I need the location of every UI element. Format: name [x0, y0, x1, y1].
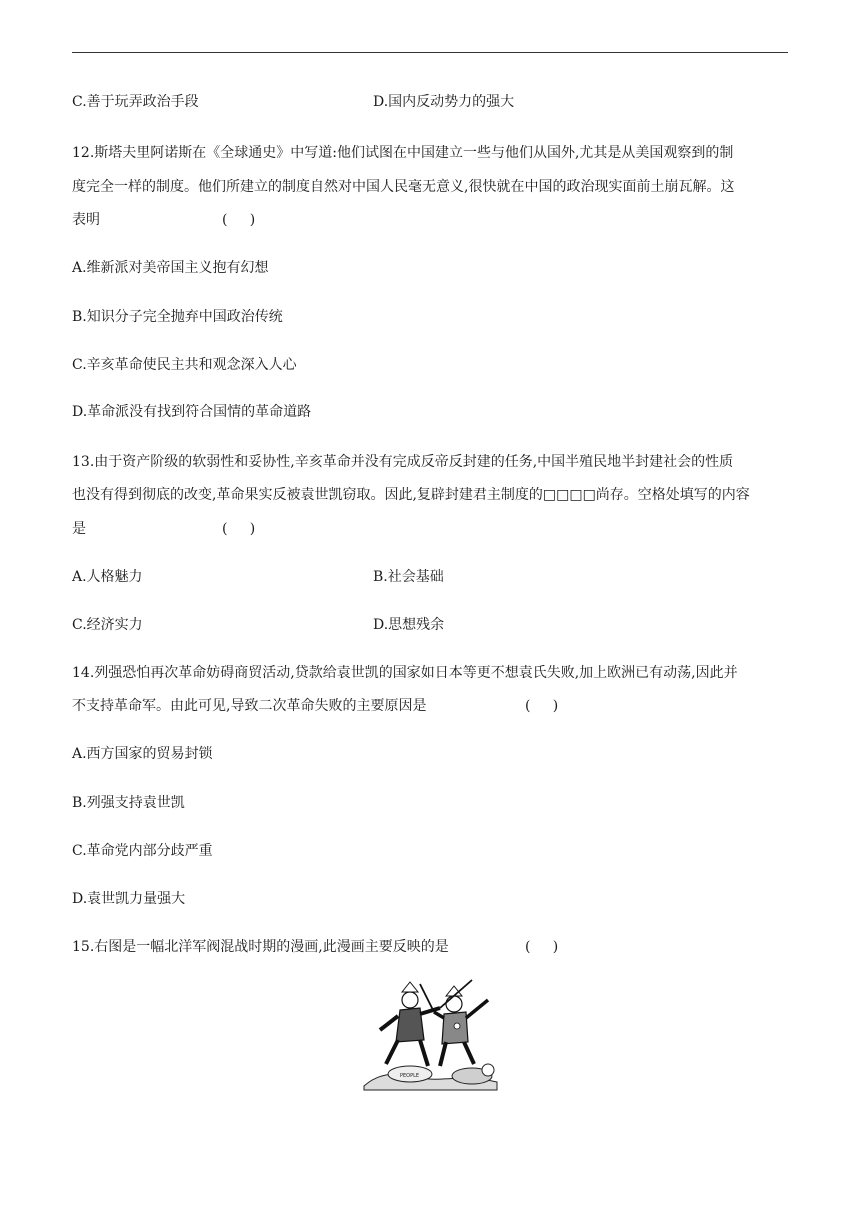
q12-option-a[interactable]: A.维新派对美帝国主义抱有幻想: [72, 260, 269, 276]
q12-option-c[interactable]: C.辛亥革命使民主共和观念深入人心: [72, 357, 297, 373]
q13-stem-line2: 也没有得到彻底的改变,革命果实反被袁世凯窃取。因此,复辟封建君主制度的□□□□尚存。空格处填写的内容: [72, 487, 750, 503]
q14-answer-blank[interactable]: ( ): [525, 698, 559, 714]
q13-option-a[interactable]: A.人格魅力: [72, 569, 143, 585]
q12-stem-line3: 表明: [72, 212, 100, 228]
q14-option-c[interactable]: C.革命党内部分歧严重: [72, 843, 213, 859]
q12-stem-line2: 度完全一样的制度。他们所建立的制度自然对中国人民毫无意义,很快就在中国的政治现实面前土崩瓦解。这: [72, 179, 735, 195]
q13-stem-line1: 13.由于资产阶级的软弱性和妥协性,辛亥革命并没有完成反帝反封建的任务,中国半殖民地半封建社会的性质: [72, 454, 734, 470]
q12-answer-blank[interactable]: ( ): [222, 212, 256, 228]
q12-stem-line1: 12.斯塔夫里阿诺斯在《全球通史》中写道:他们试图在中国建立一些与他们从国外,尤其是从美国观察到的制: [72, 145, 734, 161]
q13-option-b[interactable]: B.社会基础: [373, 569, 444, 585]
cartoon-caption: PEOPLE: [400, 1073, 420, 1079]
warlord-cartoon-image: [362, 978, 499, 1091]
q14-stem-line1: 14.列强恐怕再次革命妨碍商贸活动,贷款给袁世凯的国家如日本等更不想袁氏失败,加上欧洲已有动荡,因此并: [72, 665, 738, 681]
q12-option-d[interactable]: D.革命派没有找到符合国情的革命道路: [72, 404, 312, 420]
q15-answer-blank[interactable]: ( ): [525, 939, 559, 955]
q14-option-a[interactable]: A.西方国家的贸易封锁: [72, 746, 213, 762]
q13-option-d[interactable]: D.思想残余: [373, 617, 445, 633]
q11-option-c[interactable]: C.善于玩弄政治手段: [72, 94, 199, 110]
q13-answer-blank[interactable]: ( ): [222, 521, 256, 537]
q13-stem-line3: 是: [72, 521, 86, 537]
q12-option-b[interactable]: B.知识分子完全抛弃中国政治传统: [72, 309, 283, 325]
q11-option-d[interactable]: D.国内反动势力的强大: [373, 94, 515, 110]
q14-stem-line2: 不支持革命军。由此可见,导致二次革命失败的主要原因是: [72, 698, 427, 714]
header-rule: [72, 52, 788, 53]
q14-option-b[interactable]: B.列强支持袁世凯: [72, 795, 185, 811]
q14-option-d[interactable]: D.袁世凯力量强大: [72, 891, 186, 907]
q13-option-c[interactable]: C.经济实力: [72, 617, 143, 633]
q15-stem-line1: 15.右图是一幅北洋军阀混战时期的漫画,此漫画主要反映的是: [72, 939, 449, 955]
